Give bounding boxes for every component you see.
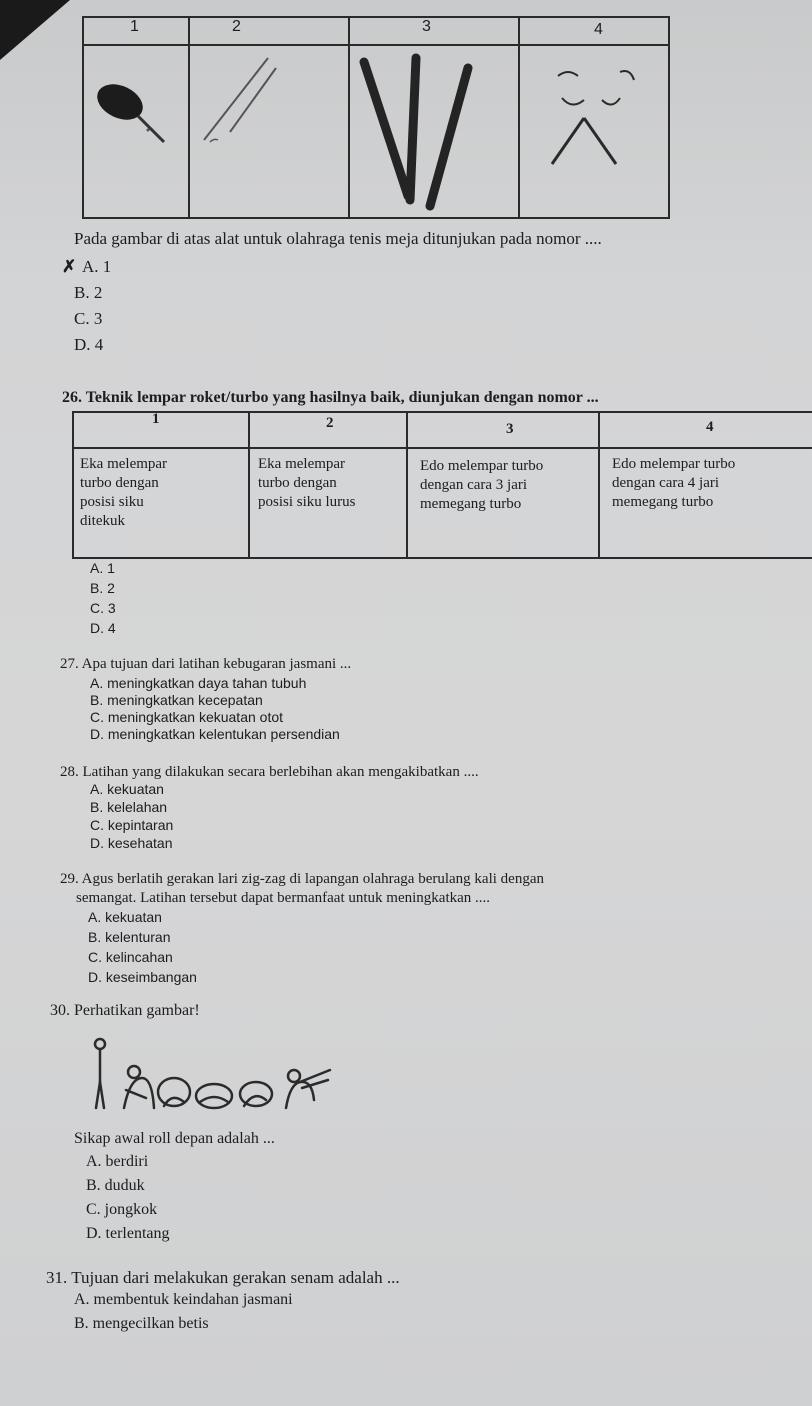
q26-option-b[interactable]: B. 2 <box>90 580 115 596</box>
equipment-image-table <box>82 16 670 219</box>
q27-question: 27. Apa tujuan dari latihan kebugaran jasmani ... <box>60 656 352 672</box>
q29-options <box>88 907 197 987</box>
q29-option-b[interactable]: B. kelenturan <box>88 929 171 945</box>
q30-options <box>86 1150 170 1246</box>
ping-pong-paddle-image <box>84 46 188 217</box>
q26-options <box>90 558 116 638</box>
batons-image <box>350 46 518 217</box>
image-number-1: 1 <box>130 18 139 35</box>
q30-option-d[interactable]: D. terlentang <box>86 1225 170 1242</box>
q25-option-a[interactable]: ✗ A. 1 <box>62 254 111 280</box>
q29-question-line-1: 29. Agus berlatih gerakan lari zig-zag di lapangan olahraga berulang kali dengan <box>60 871 544 887</box>
q29-option-d[interactable]: D. keseimbangan <box>88 969 197 985</box>
q30-option-a[interactable]: A. berdiri <box>86 1153 149 1170</box>
answer-cross-mark: ✗ <box>62 257 77 276</box>
image-number-4: 4 <box>594 21 603 38</box>
q25-question: Pada gambar di atas alat untuk olahraga tenis meja ditunjukan pada nomor .... <box>74 229 602 248</box>
q31-option-a[interactable]: A. membentuk keindahan jasmani <box>74 1291 293 1308</box>
q26-table <box>72 411 812 559</box>
image-number-3: 3 <box>422 18 431 35</box>
image-table-header <box>84 18 668 46</box>
q28-question: 28. Latihan yang dilakukan secara berlebihan akan mengakibatkan .... <box>60 764 479 780</box>
q31-options <box>74 1288 293 1336</box>
q26-header-3: 3 <box>506 421 514 437</box>
q31-question: 31. Tujuan dari melakukan gerakan senam adalah ... <box>46 1268 400 1287</box>
q26-header-1: 1 <box>152 411 160 427</box>
q27-option-b[interactable]: B. meningkatkan kecepatan <box>90 692 263 708</box>
q25-option-c[interactable]: C. 3 <box>74 309 103 328</box>
q26-option-a[interactable]: A. 1 <box>90 560 115 576</box>
q28-option-c[interactable]: C. kepintaran <box>90 817 174 833</box>
q26-header-2: 2 <box>326 415 334 431</box>
q30-question: 30. Perhatikan gambar! <box>50 1002 200 1019</box>
forward-roll-sequence-image <box>90 1034 340 1114</box>
q28-options <box>90 780 173 852</box>
q26-option-c[interactable]: C. 3 <box>90 600 116 616</box>
q26-option-d[interactable]: D. 4 <box>90 620 116 636</box>
q27-option-a[interactable]: A. meningkatkan daya tahan tubuh <box>90 675 307 691</box>
q27-option-d[interactable]: D. meningkatkan kelentukan persendian <box>90 726 340 742</box>
page-corner-shadow <box>0 0 70 60</box>
q28-option-a[interactable]: A. kekuatan <box>90 781 164 797</box>
q26-table-header <box>74 413 812 449</box>
q28-option-b[interactable]: B. kelelahan <box>90 799 168 815</box>
badminton-image <box>520 46 670 217</box>
drumsticks-image <box>190 46 348 217</box>
q26-question: 26. Teknik lempar roket/turbo yang hasilnya baik, diunjukan dengan nomor ... <box>62 389 599 406</box>
q27-option-c[interactable]: C. meningkatkan kekuatan otot <box>90 709 284 725</box>
q27-options <box>90 675 340 743</box>
q29-option-a[interactable]: A. kekuatan <box>88 909 162 925</box>
q26-cell-4: Edo melempar turbo dengan cara 4 jari memegang turbo <box>612 456 736 510</box>
q26-header-4: 4 <box>706 419 714 435</box>
q26-cell-3: Edo melempar turbo dengan cara 3 jari memegang turbo <box>420 458 544 512</box>
q26-cell-1: Eka melempar turbo dengan posisi siku ditekuk <box>80 456 168 529</box>
q29-question-line-2: semangat. Latihan tersebut dapat bermanfaat untuk meningkatkan .... <box>76 890 491 906</box>
q30-option-c[interactable]: C. jongkok <box>86 1201 158 1218</box>
q28-option-d[interactable]: D. kesehatan <box>90 835 173 851</box>
q30-sub-question: Sikap awal roll depan adalah ... <box>74 1130 275 1147</box>
image-number-2: 2 <box>232 18 241 35</box>
q25-option-d[interactable]: D. 4 <box>74 335 104 354</box>
q31-option-b[interactable]: B. mengecilkan betis <box>74 1315 209 1332</box>
q25-option-b[interactable]: B. 2 <box>74 283 103 302</box>
q25-options <box>62 254 111 358</box>
q30-option-b[interactable]: B. duduk <box>86 1177 145 1194</box>
q29-option-c[interactable]: C. kelincahan <box>88 949 173 965</box>
q26-cell-2: Eka melempar turbo dengan posisi siku lurus <box>258 456 356 510</box>
